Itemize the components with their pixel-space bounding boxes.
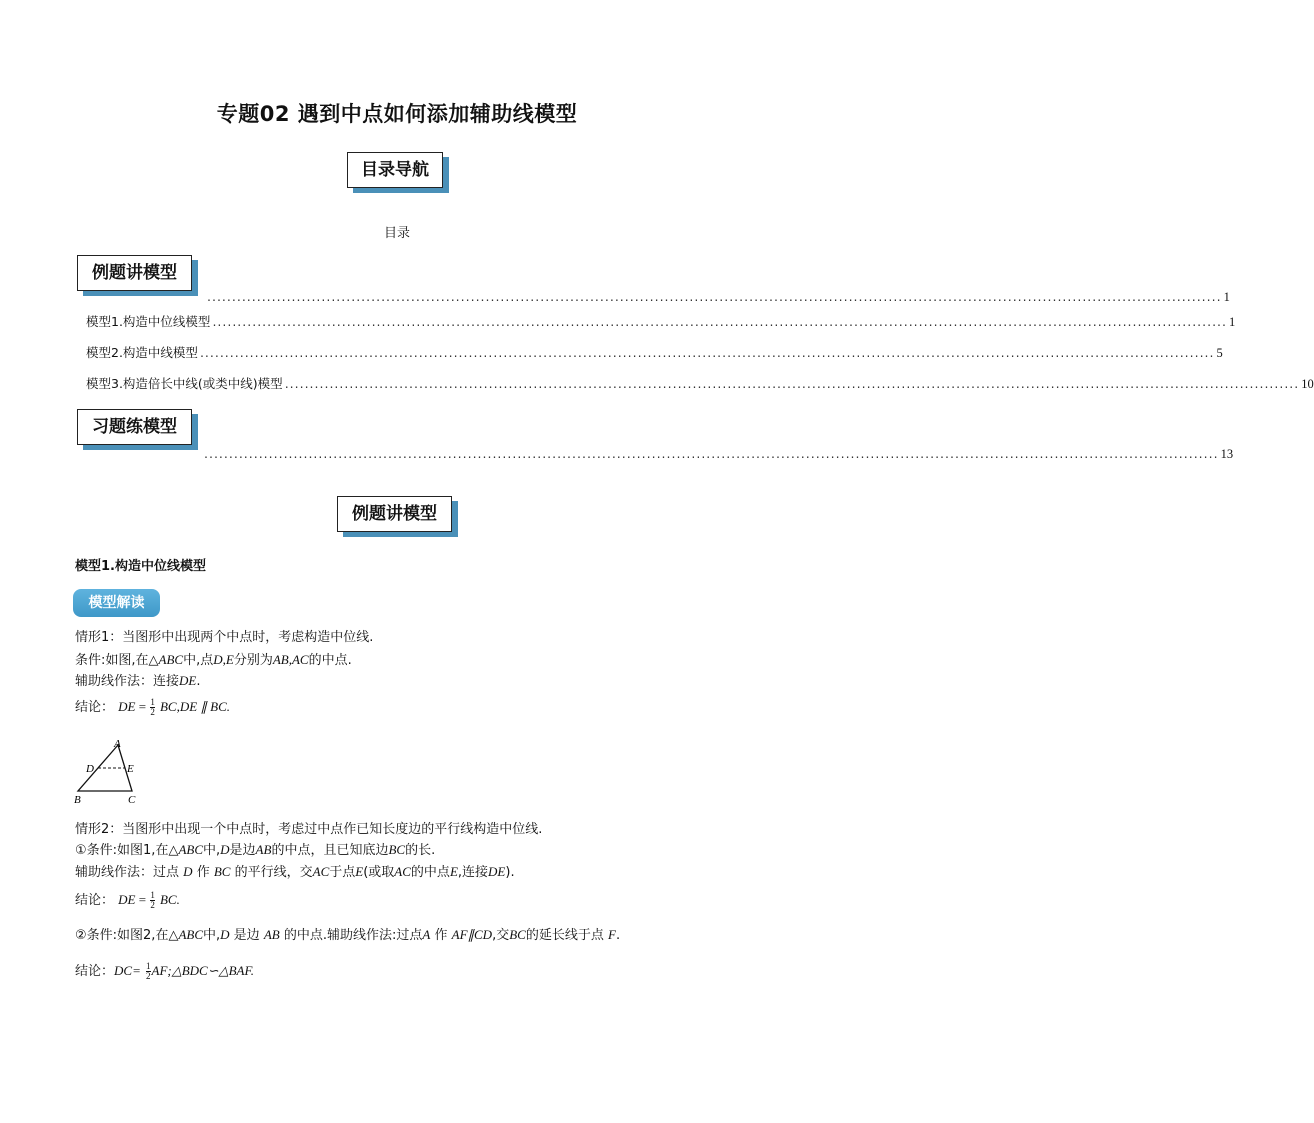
toc-page-number: 10 xyxy=(1301,377,1314,391)
case2-text: 情形2：当图形中出现一个中点时，考虑过中点作已知长度边的平行线构造中位线. xyxy=(75,822,543,837)
toc-page-number: 1 xyxy=(1223,290,1230,304)
toc-leader-dots: ............................................................................................................................................................................................................ xyxy=(284,376,1300,391)
toc-section2-line[interactable] xyxy=(202,446,1234,462)
toc-section2-box: 习题练模型 xyxy=(77,409,192,445)
fraction-one-half: $\frac{1}{2}$ xyxy=(146,961,151,981)
section-box: 例题讲模型 xyxy=(337,496,452,532)
aux-line2-text: 辅助线作法：过点 D 作 BC 的平行线，交AC于点E(或取AC的中点E,连接DE). xyxy=(75,864,515,880)
conclusion3-text: 结论：DC= $\frac{1}{2}$ AF;△BDC∽△BAF. xyxy=(75,961,254,981)
toc-item-label: 模型2.构造中线模型 xyxy=(86,345,198,360)
toc-section1-line[interactable] xyxy=(205,289,1230,305)
toc-item-model2[interactable] xyxy=(86,343,1223,361)
toc-page-number: 1 xyxy=(1229,315,1236,329)
nav-box: 目录导航 xyxy=(347,152,443,188)
toc-item-label: 模型3.构造倍长中线(或类中线)模型 xyxy=(86,376,283,391)
toc-section1-box: 例题讲模型 xyxy=(77,255,192,291)
toc-leader-dots: ............................................................................................................................................................................................................ xyxy=(207,289,1222,304)
condition2-text: ①条件:如图1,在△ABC中,D是边AB的中点，且已知底边BC的长. xyxy=(75,842,436,858)
fraction-one-half: $\frac{1}{2}$ xyxy=(150,890,155,910)
toc-page-number: 13 xyxy=(1220,447,1234,461)
condition1-text: 条件:如图,在△ABC中,点D,E分别为AB,AC的中点. xyxy=(75,652,352,668)
label-e: E xyxy=(127,763,134,775)
fraction-one-half: $\frac{1}{2}$ xyxy=(150,697,155,717)
triangle-figure xyxy=(70,735,145,807)
toc-item-label: 模型1.构造中位线模型 xyxy=(86,314,211,329)
label-a: A xyxy=(114,738,121,750)
condition3-text: ②条件:如图2,在△ABC中,D 是边 AB 的中点.辅助线作法:过点A 作 AF∥CD,交BC的延长线于点 F. xyxy=(75,927,621,943)
toc-item-model1[interactable] xyxy=(86,312,1236,330)
toc-item-model3[interactable] xyxy=(86,374,1314,392)
toc-page-number: 5 xyxy=(1216,346,1223,360)
label-c: C xyxy=(128,794,136,806)
label-b: B xyxy=(74,794,81,806)
aux-line1-text: 辅助线作法：连接DE. xyxy=(75,673,201,689)
toc-leader-dots: ............................................................................................................................................................................................................ xyxy=(199,345,1215,360)
toc-leader-dots: ............................................................................................................................................................................................................ xyxy=(204,446,1219,461)
document-title: 专题02 遇到中点如何添加辅助线模型 xyxy=(216,102,578,126)
model-interpretation-pill: 模型解读 xyxy=(73,589,160,617)
label-d: D xyxy=(86,763,94,775)
conclusion1-text: 结论： DE = $\frac{1}{2}$ BC,DE ∥ BC. xyxy=(75,697,231,717)
toc-heading: 目录 xyxy=(383,226,410,241)
conclusion2-text: 结论： DE = $\frac{1}{2}$ BC. xyxy=(75,890,180,910)
case1-text: 情形1：当图形中出现两个中点时，考虑构造中位线. xyxy=(75,630,374,645)
toc-leader-dots: ............................................................................................................................................................................................................ xyxy=(212,314,1228,329)
model1-heading: 模型1.构造中位线模型 xyxy=(75,559,206,574)
